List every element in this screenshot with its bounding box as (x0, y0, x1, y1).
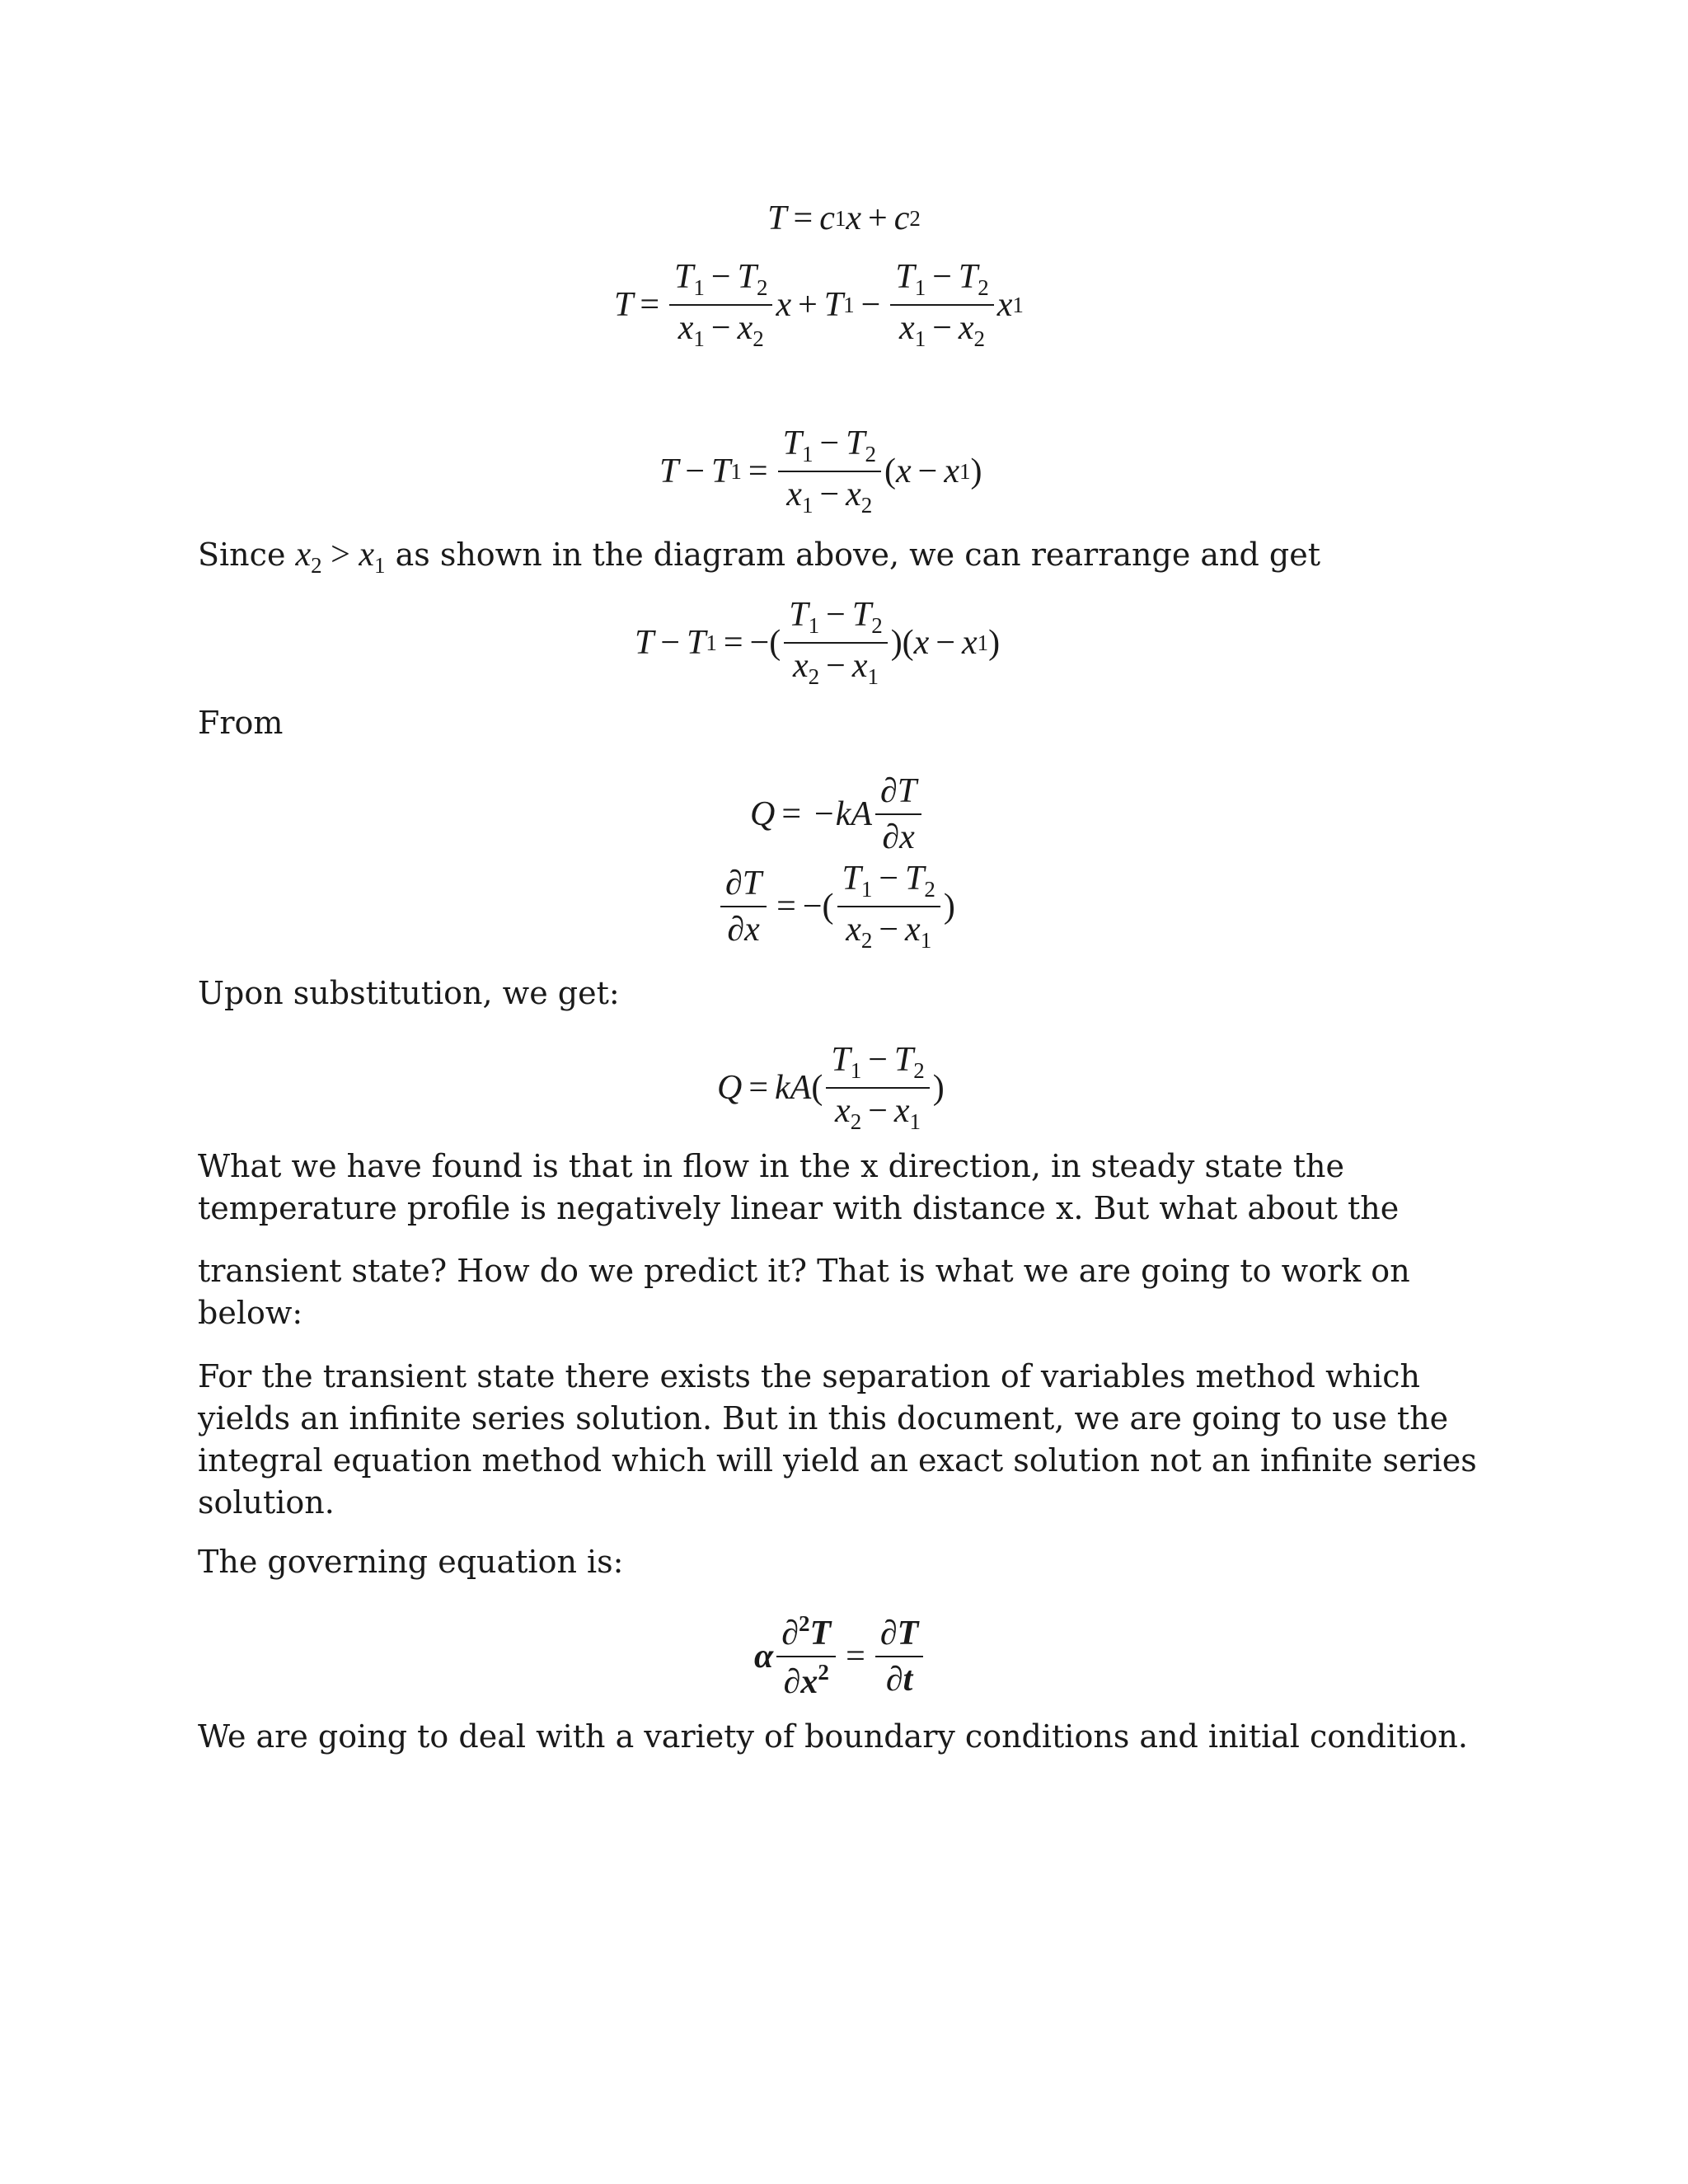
paragraph-upon: Upon substitution, we get: (198, 975, 620, 1011)
paragraph-method: For the transient state there exists the separation of variables method which yields an infinite series solution. But in this document, we are going to use the integral equation method which will yield an exact solution not an infinite series solution. (198, 1358, 1477, 1521)
fraction: $\frac{T_1 - T_2}{x_2 - x_1}$ (826, 1041, 929, 1134)
paragraph-transient: transient state? How do we predict it? That is what we are going to work on below: (198, 1253, 1410, 1331)
paragraph-governing: The governing equation is: (198, 1544, 624, 1580)
paragraph-final: We are going to deal with a variety of boundary conditions and initial condition. (198, 1718, 1468, 1755)
since-text-start: Since (198, 537, 296, 573)
paragraph-steady-state (198, 1146, 1558, 1230)
fraction: $\frac{T_1 - T_2}{x_2 - x_1}$ (784, 596, 887, 689)
math-inline: $x_2 > x_1$ (295, 536, 386, 578)
paragraph-since (198, 534, 1500, 587)
equation-gradient: $\frac{\partial T}{\partial x}$ = −( $\frac{T_1 - T_2}{x_2 - x_1}$ ) (717, 849, 955, 964)
since-text-end: as shown in the diagram above, we can rearrange and get (385, 537, 1321, 573)
equation-heat-flow: Q = kA ( $\frac{T_1 - T_2}{x_2 - x_1}$ ) (717, 1041, 945, 1134)
fraction: $\frac{\partial T}{\partial x}$ (720, 865, 767, 949)
paragraph-line: What we have found is that in flow in the x direction, in steady state the (198, 1148, 1344, 1184)
fraction: $\frac{T_1 - T_2}{x_2 - x_1}$ (837, 860, 940, 953)
equation-fourier-law: Q = − kA $\frac{\partial T}{\partial x}$ (750, 757, 925, 872)
fraction: $\frac{T_1 - T_2}{x_1 - x_2}$ (669, 258, 772, 351)
fraction: $\frac{\partial T}{\partial t}$ (875, 1615, 923, 1699)
fraction: $\frac{T_1 - T_2}{x_1 - x_2}$ (778, 424, 881, 518)
paragraph-from: From (198, 705, 284, 741)
equation-rearranged: T − T 1 = −( $\frac{T_1 - T_2}{x_2 - x_1}$ )( x − x 1 ) (635, 596, 1001, 689)
equation-heat-diffusion: α $\frac{\partial^2T}{\partial x^2}$ = $\frac{\partial T}{\partial t}$ (754, 1599, 926, 1714)
equation-temperature-difference: T − T 1 = $\frac{T_1 - T_2}{x_1 - x_2}$ ( x − x 1 ) (659, 424, 982, 518)
fraction: $\frac{\partial^2T}{\partial x^2}$ (776, 1612, 836, 1701)
paragraph-line: temperature profile is negatively linear with distance x. But what about the (198, 1190, 1400, 1226)
equation-linear-general: T = c 1 x + c 2 (767, 199, 921, 237)
fraction: $\frac{T_1 - T_2}{x_1 - x_2}$ (890, 258, 993, 351)
equation-linear-expanded: T = $\frac{T_1 - T_2}{x_1 - x_2}$ x + T 1 − $\frac{T_1 - T_2}{x_1 - x_2}$ x 1 (614, 258, 1024, 351)
fraction: $\frac{\partial T}{\partial x}$ (875, 772, 921, 856)
